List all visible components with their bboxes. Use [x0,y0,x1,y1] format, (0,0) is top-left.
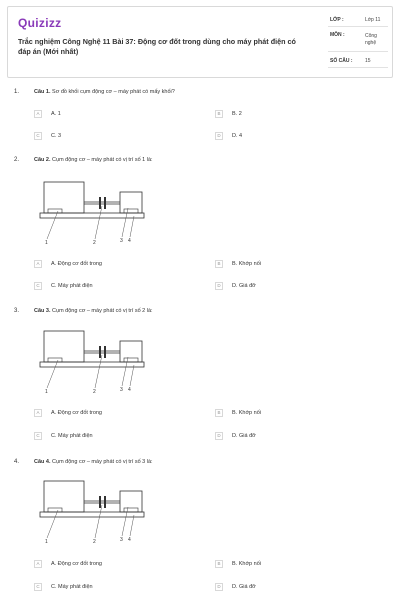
option-a[interactable]: A. Động cơ đốt trong [51,561,102,567]
meta-divider [328,51,388,52]
option-letter-b[interactable]: B [215,409,223,417]
diagram-label-1: 1 [45,240,48,246]
option-a[interactable]: A. 1 [51,111,61,117]
option-letter-d[interactable]: D [215,282,223,290]
option-letter-c[interactable]: C [34,282,42,290]
meta-divider [328,26,388,27]
option-c[interactable]: C. Máy phát điện [51,283,93,289]
option-letter-c[interactable]: C [34,432,42,440]
question-number: 1. [14,89,20,95]
question-number: 3. [14,308,20,314]
option-letter-b[interactable]: B [215,560,223,568]
diagram-label-4: 4 [128,387,131,393]
question-number: 4. [14,459,20,465]
option-a[interactable]: A. Động cơ đốt trong [51,261,102,267]
worksheet-header [7,6,393,78]
question-text: Câu 2. Cụm động cơ – máy phát có vị trí số 1 là: [34,157,153,163]
class-value: Lớp 11 [365,17,381,23]
option-d[interactable]: D. Giá đỡ [232,433,256,439]
engine-generator-diagram [38,178,150,246]
diagram-label-3: 3 [120,537,123,543]
option-b[interactable]: B. Khớp nối [232,561,261,567]
option-letter-d[interactable]: D [215,583,223,591]
option-b[interactable]: B. 2 [232,111,242,117]
subject-label: MÔN : [330,32,345,38]
question-count-value: 15 [365,58,371,64]
diagram-label-1: 1 [45,539,48,545]
diagram-label-2: 2 [93,389,96,395]
question-count-label: SỐ CÂU : [330,58,353,64]
option-d[interactable]: D. Giá đỡ [232,283,256,289]
diagram-label-1: 1 [45,389,48,395]
option-letter-b[interactable]: B [215,260,223,268]
question-number: 2. [14,157,20,163]
class-label: LỚP : [330,17,344,23]
option-c[interactable]: C. Máy phát điện [51,433,93,439]
question-text: Câu 3. Cụm động cơ – máy phát có vị trí số 2 là: [34,308,153,314]
question-text: Câu 1. Sơ đồ khối cụm động cơ – máy phát có mấy khối? [34,89,175,95]
quizizz-logo: Quizizz [18,16,62,30]
option-c[interactable]: C. Máy phát điện [51,584,93,590]
option-letter-a[interactable]: A [34,260,42,268]
option-d[interactable]: D. 4 [232,133,243,139]
option-letter-a[interactable]: A [34,409,42,417]
diagram-label-2: 2 [93,539,96,545]
option-letter-d[interactable]: D [215,132,223,140]
option-d[interactable]: D. Giá đỡ [232,584,256,590]
option-c[interactable]: C. 3 [51,133,62,139]
diagram-label-3: 3 [120,387,123,393]
diagram-label-2: 2 [93,240,96,246]
diagram-label-4: 4 [128,537,131,543]
option-letter-c[interactable]: C [34,132,42,140]
engine-generator-diagram [38,477,150,545]
option-letter-a[interactable]: A [34,110,42,118]
subject-value: Công nghệ [365,33,377,46]
question-text: Câu 4. Cụm động cơ – máy phát có vị trí số 3 là: [34,459,153,465]
page-title: Trắc nghiệm Công Nghệ 11 Bài 37: Động cơ đốt trong dùng cho máy phát điện có đáp án (Mới nhất) [18,37,296,56]
diagram-label-3: 3 [120,238,123,244]
meta-divider [328,67,388,68]
option-letter-d[interactable]: D [215,432,223,440]
option-a[interactable]: A. Động cơ đốt trong [51,410,102,416]
option-letter-b[interactable]: B [215,110,223,118]
engine-generator-diagram [38,327,150,395]
option-letter-a[interactable]: A [34,560,42,568]
option-letter-c[interactable]: C [34,583,42,591]
option-b[interactable]: B. Khớp nối [232,261,261,267]
option-b[interactable]: B. Khớp nối [232,410,261,416]
diagram-label-4: 4 [128,238,131,244]
